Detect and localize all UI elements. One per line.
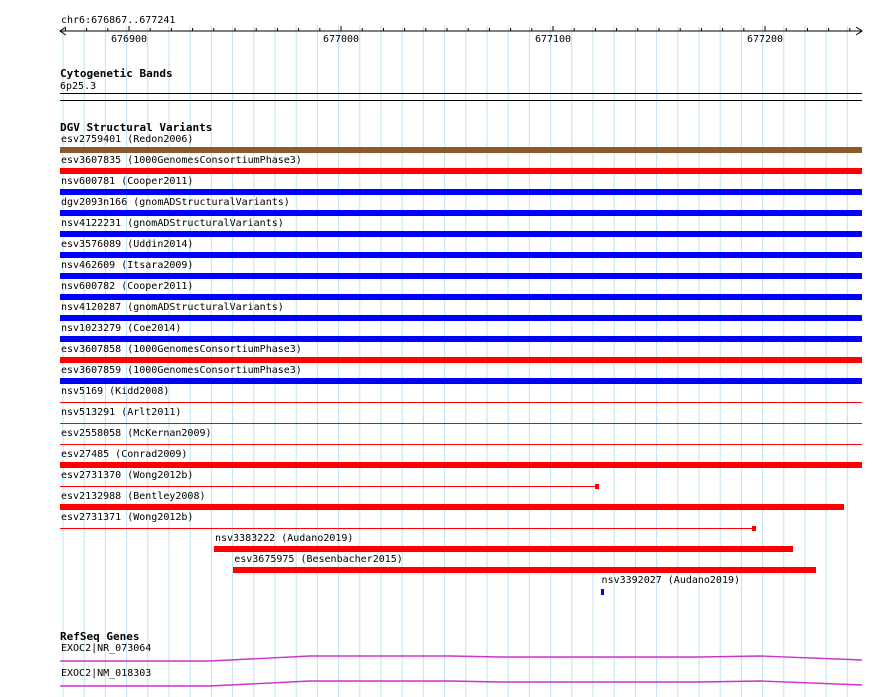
ruler-tick-label: 677200	[746, 34, 784, 45]
variant-feature[interactable]	[60, 378, 862, 384]
variant-feature[interactable]	[60, 444, 862, 445]
variant-feature[interactable]	[60, 273, 862, 279]
variant-feature[interactable]	[60, 189, 862, 195]
ruler-tick-label: 677100	[534, 34, 572, 45]
variant-endpoint[interactable]	[595, 484, 599, 489]
variant-feature[interactable]	[60, 402, 862, 403]
variant-label: esv3607859 (1000GenomesConsortiumPhase3)	[61, 365, 302, 376]
variant-feature[interactable]	[60, 147, 862, 153]
variant-label: nsv1023279 (Coe2014)	[61, 323, 182, 334]
variant-label: nsv5169 (Kidd2008)	[61, 386, 170, 397]
ruler-tick-label: 676900	[110, 34, 148, 45]
variant-feature[interactable]	[60, 462, 862, 468]
gene-feature[interactable]	[0, 653, 890, 665]
variant-endpoint[interactable]	[752, 526, 756, 531]
variant-feature[interactable]	[60, 231, 862, 237]
variant-feature[interactable]	[60, 252, 862, 258]
variant-label: esv3607835 (1000GenomesConsortiumPhase3)	[61, 155, 302, 166]
cytoband-label: 6p25.3	[60, 81, 97, 92]
variant-feature[interactable]	[60, 210, 862, 216]
variant-label: esv2132988 (Bentley2008)	[61, 491, 206, 502]
dgv-track-title: DGV Structural Variants	[60, 121, 213, 134]
variant-label: nsv4122231 (gnomADStructuralVariants)	[61, 218, 284, 229]
ruler-tick-label: 677000	[322, 34, 360, 45]
variant-label: nsv600781 (Cooper2011)	[61, 176, 194, 187]
variant-label: esv3607858 (1000GenomesConsortiumPhase3)	[61, 344, 302, 355]
gene-label: EXOC2|NM_018303	[61, 668, 152, 679]
variant-feature[interactable]	[214, 546, 793, 552]
variant-label: nsv3392027 (Audano2019)	[601, 575, 741, 586]
variant-label: nsv4120287 (gnomADStructuralVariants)	[61, 302, 284, 313]
refseq-track-title: RefSeq Genes	[60, 630, 140, 643]
variant-label: esv2731370 (Wong2012b)	[61, 470, 194, 481]
variant-feature[interactable]	[60, 504, 844, 510]
variant-label: nsv600782 (Cooper2011)	[61, 281, 194, 292]
variant-label: esv2558058 (McKernan2009)	[61, 428, 212, 439]
variant-label: esv2731371 (Wong2012b)	[61, 512, 194, 523]
variant-feature[interactable]	[60, 528, 756, 529]
variant-label: esv27485 (Conrad2009)	[61, 449, 188, 460]
variant-feature[interactable]	[60, 357, 862, 363]
variant-feature[interactable]	[60, 168, 862, 174]
location-label: chr6:676867..677241	[61, 15, 176, 26]
cytoband-track-title: Cytogenetic Bands	[60, 67, 173, 80]
variant-feature[interactable]	[60, 336, 862, 342]
variant-feature[interactable]	[60, 315, 862, 321]
variant-label: nsv462609 (Itsara2009)	[61, 260, 194, 271]
cytoband-line	[60, 93, 862, 94]
variant-feature[interactable]	[60, 294, 862, 300]
variant-label: esv3576089 (Uddin2014)	[61, 239, 194, 250]
variant-label: dgv2093n166 (gnomADStructuralVariants)	[61, 197, 290, 208]
gene-label: EXOC2|NR_073064	[61, 643, 152, 654]
variant-label: nsv513291 (Arlt2011)	[61, 407, 182, 418]
variant-label: nsv3383222 (Audano2019)	[214, 533, 354, 544]
variant-label: esv2759401 (Redon2006)	[61, 134, 194, 145]
variant-feature[interactable]	[60, 423, 862, 424]
variant-label: esv3675975 (Besenbacher2015)	[234, 554, 403, 565]
variant-feature[interactable]	[233, 567, 816, 573]
variant-feature[interactable]	[601, 589, 604, 595]
variant-feature[interactable]	[60, 486, 599, 487]
track-separator	[60, 100, 862, 101]
gene-feature[interactable]	[0, 678, 890, 690]
